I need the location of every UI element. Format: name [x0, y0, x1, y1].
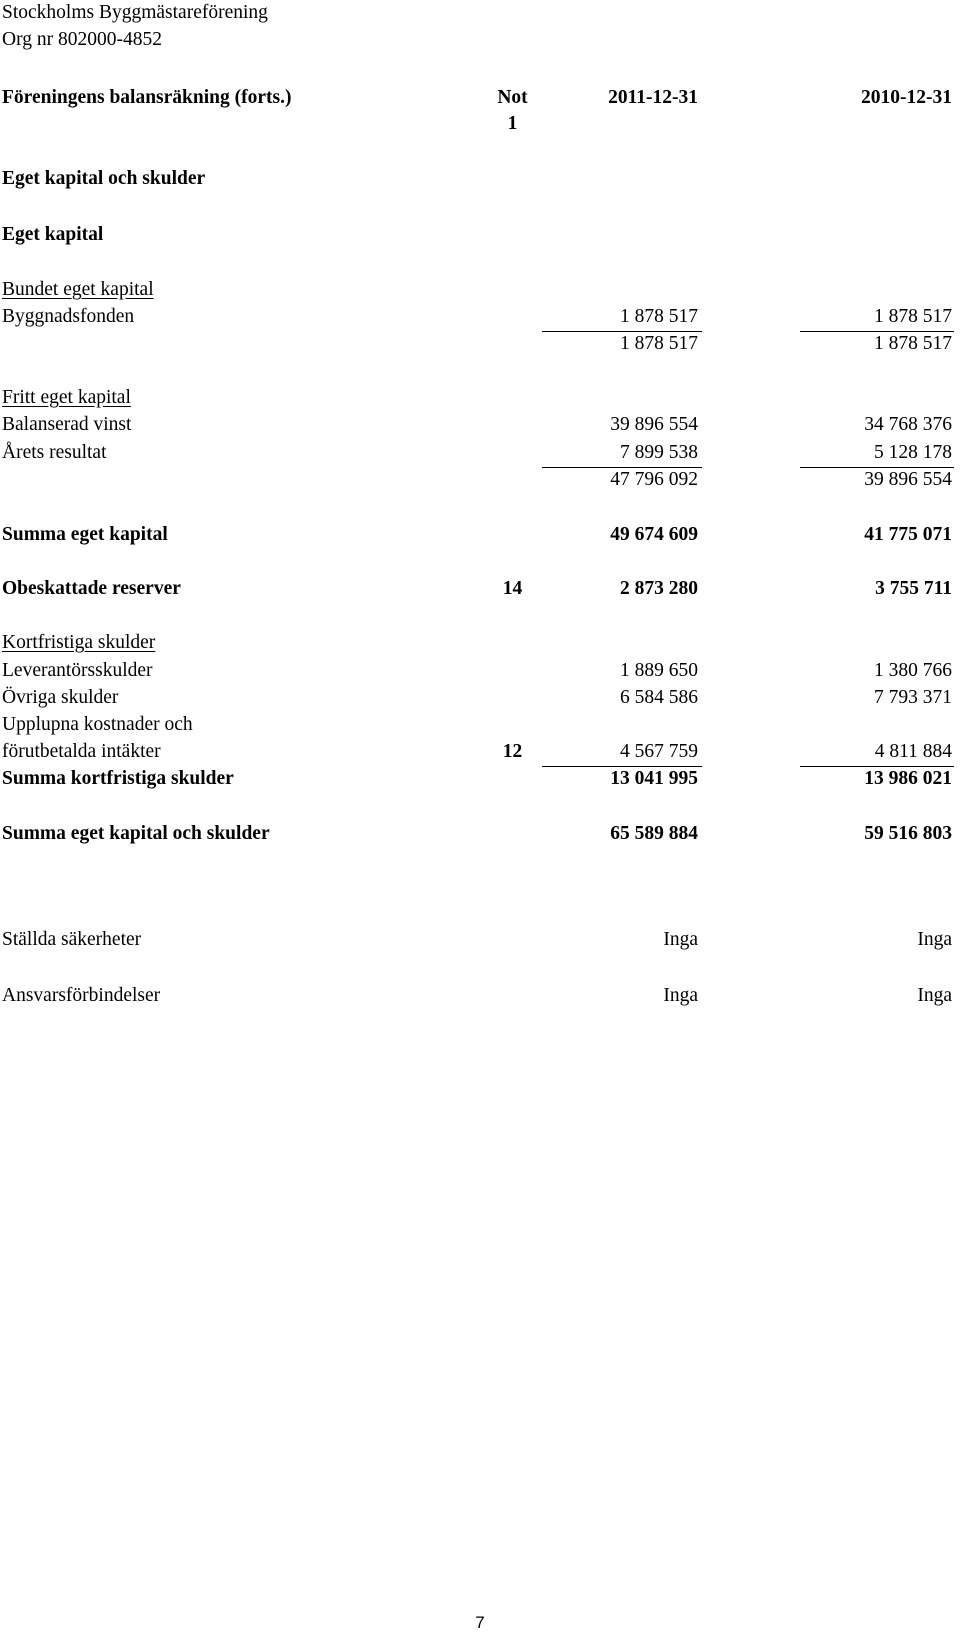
value-stallda-sakerheter-2011: Inga [663, 929, 698, 950]
row-label-arets-resultat: Årets resultat [2, 442, 107, 463]
row-label-byggnadsfonden: Byggnadsfonden [2, 306, 135, 327]
value-summa-kortfristiga-2011: 13 041 995 [610, 768, 698, 789]
value-summa-kortfristiga-2010: 13 986 021 [864, 768, 952, 789]
value-arets-resultat-2011: 7 899 538 [620, 442, 698, 463]
row-label-summa-total: Summa eget kapital och skulder [2, 823, 270, 844]
row-label-ansvarsforbindelser: Ansvarsförbindelser [2, 985, 161, 1006]
value-leverantorsskulder-2010: 1 380 766 [874, 660, 952, 681]
note-ref-upplupna: 12 [502, 741, 523, 762]
value-balanserad-vinst-2011: 39 896 554 [610, 414, 698, 435]
value-summa-total-2011: 65 589 884 [610, 823, 698, 844]
row-label-upplupna-line1: Upplupna kostnader och [2, 714, 193, 735]
section-heading-eget-kapital-och-skulder: Eget kapital och skulder [2, 168, 206, 189]
organization-number: Org nr 802000-4852 [2, 29, 162, 50]
sum-line [800, 331, 954, 332]
value-ansvarsforbindelser-2010: Inga [917, 985, 952, 1006]
note-column-header-number: 1 [507, 113, 518, 134]
value-summa-eget-kapital-2010: 41 775 071 [864, 524, 952, 545]
row-label-ovriga-skulder: Övriga skulder [2, 687, 119, 708]
value-byggnadsfonden-2011: 1 878 517 [620, 306, 698, 327]
sum-line [542, 467, 702, 468]
row-label-balanserad-vinst: Balanserad vinst [2, 414, 132, 435]
value-upplupna-2011: 4 567 759 [620, 741, 698, 762]
row-label-stallda-sakerheter: Ställda säkerheter [2, 929, 142, 950]
subtotal-fritt-2011: 47 796 092 [610, 469, 698, 490]
row-label-upplupna-line2: förutbetalda intäkter [2, 741, 161, 762]
subsection-heading-kortfristiga: Kortfristiga skulder [2, 632, 156, 653]
sum-line [542, 766, 702, 767]
value-ovriga-skulder-2011: 6 584 586 [620, 687, 698, 708]
organization-name: Stockholms Byggmästareförening [2, 2, 268, 23]
value-ansvarsforbindelser-2011: Inga [663, 985, 698, 1006]
subtotal-bundet-2010: 1 878 517 [874, 333, 952, 354]
value-obeskattade-reserver-2011: 2 873 280 [620, 578, 698, 599]
value-arets-resultat-2010: 5 128 178 [874, 442, 952, 463]
value-leverantorsskulder-2011: 1 889 650 [620, 660, 698, 681]
value-obeskattade-reserver-2010: 3 755 711 [875, 578, 952, 599]
value-upplupna-2010: 4 811 884 [874, 741, 952, 762]
note-column-header: Not [497, 87, 528, 108]
subtotal-fritt-2010: 39 896 554 [864, 469, 952, 490]
row-label-summa-kortfristiga: Summa kortfristiga skulder [2, 768, 234, 789]
value-ovriga-skulder-2010: 7 793 371 [874, 687, 952, 708]
subsection-heading-bundet: Bundet eget kapital [2, 279, 154, 300]
value-summa-eget-kapital-2011: 49 674 609 [610, 524, 698, 545]
row-label-obeskattade-reserver: Obeskattade reserver [2, 578, 181, 599]
value-stallda-sakerheter-2010: Inga [917, 929, 952, 950]
page-title: Föreningens balansräkning (forts.) [2, 87, 292, 108]
row-label-leverantorsskulder: Leverantörsskulder [2, 660, 153, 681]
value-summa-total-2010: 59 516 803 [864, 823, 952, 844]
note-ref-obeskattade-reserver: 14 [502, 578, 523, 599]
row-label-summa-eget-kapital: Summa eget kapital [2, 524, 168, 545]
page-number: 7 [475, 1613, 485, 1632]
sum-line [800, 467, 954, 468]
value-byggnadsfonden-2010: 1 878 517 [874, 306, 952, 327]
sum-line [800, 766, 954, 767]
section-heading-eget-kapital: Eget kapital [2, 224, 104, 245]
subtotal-bundet-2011: 1 878 517 [620, 333, 698, 354]
sum-line [542, 331, 702, 332]
column-header-2011: 2011-12-31 [608, 87, 698, 108]
subsection-heading-fritt: Fritt eget kapital [2, 387, 131, 408]
column-header-2010: 2010-12-31 [861, 87, 952, 108]
value-balanserad-vinst-2010: 34 768 376 [864, 414, 952, 435]
